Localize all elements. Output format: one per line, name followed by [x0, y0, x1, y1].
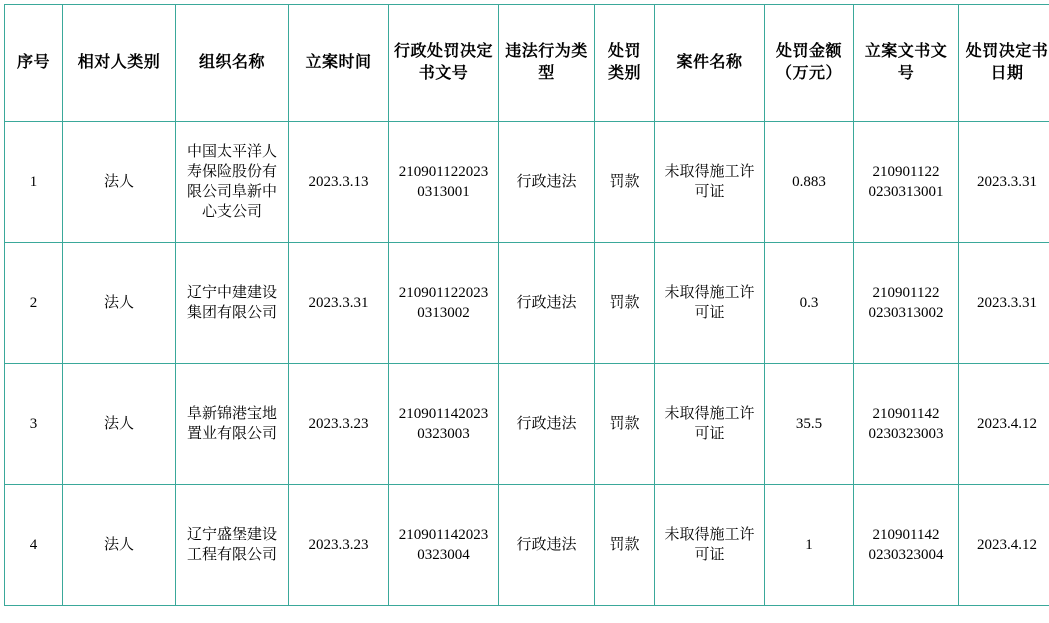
column-header-index: 序号 [5, 5, 63, 122]
cell-penalty-amount: 35.5 [765, 364, 854, 485]
cell-party-type: 法人 [63, 485, 176, 606]
cell-organization-name: 辽宁中建建设集团有限公司 [176, 243, 289, 364]
table-body [5, 122, 1049, 606]
administrative-penalty-table [4, 4, 1049, 606]
cell-penalty-decision-number: 210901122023 0313001 [389, 122, 499, 243]
cell-organization-name: 阜新锦港宝地置业有限公司 [176, 364, 289, 485]
table-row [5, 364, 1049, 485]
cell-party-type: 法人 [63, 122, 176, 243]
cell-index: 4 [5, 485, 63, 606]
cell-case-filing-date: 2023.3.23 [289, 485, 389, 606]
cell-violation-type: 行政违法 [499, 243, 595, 364]
cell-index: 1 [5, 122, 63, 243]
cell-filing-document-number: 210901142 0230323004 [854, 485, 959, 606]
table-row [5, 243, 1049, 364]
cell-penalty-amount: 0.3 [765, 243, 854, 364]
cell-case-name: 未取得施工许可证 [655, 364, 765, 485]
column-header-penalty-amount: 处罚金额（万元） [765, 5, 854, 122]
cell-penalty-amount: 0.883 [765, 122, 854, 243]
column-header-party-type: 相对人类别 [63, 5, 176, 122]
cell-penalty-decision-number: 210901142023 0323004 [389, 485, 499, 606]
cell-filing-document-number: 210901122 0230313001 [854, 122, 959, 243]
column-header-violation-type: 违法行为类型 [499, 5, 595, 122]
cell-case-name: 未取得施工许可证 [655, 243, 765, 364]
cell-penalty-category: 罚款 [595, 122, 655, 243]
cell-penalty-category: 罚款 [595, 485, 655, 606]
column-header-filing-document-number: 立案文书文号 [854, 5, 959, 122]
cell-decision-date: 2023.4.12 [959, 364, 1049, 485]
cell-case-name: 未取得施工许可证 [655, 122, 765, 243]
cell-penalty-decision-number: 210901122023 0313002 [389, 243, 499, 364]
cell-decision-date: 2023.4.12 [959, 485, 1049, 606]
cell-penalty-category: 罚款 [595, 364, 655, 485]
cell-filing-document-number: 210901142 0230323003 [854, 364, 959, 485]
cell-party-type: 法人 [63, 243, 176, 364]
cell-penalty-decision-number: 210901142023 0323003 [389, 364, 499, 485]
cell-case-filing-date: 2023.3.31 [289, 243, 389, 364]
cell-index: 2 [5, 243, 63, 364]
cell-decision-date: 2023.3.31 [959, 243, 1049, 364]
column-header-case-name: 案件名称 [655, 5, 765, 122]
table-row [5, 485, 1049, 606]
cell-case-filing-date: 2023.3.23 [289, 364, 389, 485]
column-header-decision-date: 处罚决定书日期 [959, 5, 1049, 122]
cell-penalty-category: 罚款 [595, 243, 655, 364]
cell-violation-type: 行政违法 [499, 485, 595, 606]
cell-organization-name: 辽宁盛堡建设工程有限公司 [176, 485, 289, 606]
cell-party-type: 法人 [63, 364, 176, 485]
cell-violation-type: 行政违法 [499, 122, 595, 243]
table-row [5, 122, 1049, 243]
cell-decision-date: 2023.3.31 [959, 122, 1049, 243]
cell-index: 3 [5, 364, 63, 485]
cell-case-filing-date: 2023.3.13 [289, 122, 389, 243]
document-sheet [0, 4, 1049, 623]
column-header-organization-name: 组织名称 [176, 5, 289, 122]
cell-case-name: 未取得施工许可证 [655, 485, 765, 606]
column-header-penalty-category: 处罚类别 [595, 5, 655, 122]
table-header-row [5, 5, 1049, 122]
table-header [5, 5, 1049, 122]
column-header-case-filing-date: 立案时间 [289, 5, 389, 122]
cell-penalty-amount: 1 [765, 485, 854, 606]
cell-organization-name: 中国太平洋人寿保险股份有限公司阜新中心支公司 [176, 122, 289, 243]
cell-filing-document-number: 210901122 0230313002 [854, 243, 959, 364]
cell-violation-type: 行政违法 [499, 364, 595, 485]
column-header-penalty-decision-number: 行政处罚决定书文号 [389, 5, 499, 122]
